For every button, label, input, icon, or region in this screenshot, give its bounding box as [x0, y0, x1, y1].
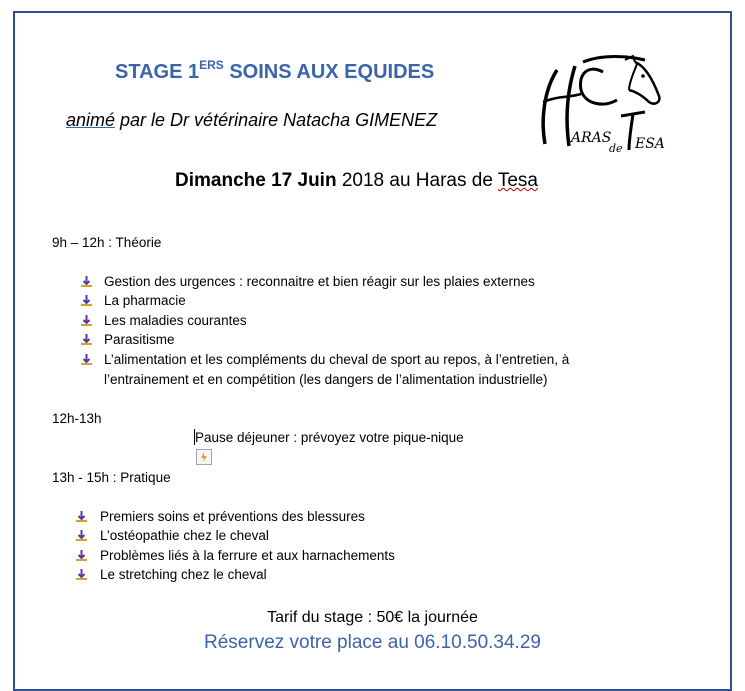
list-item: La pharmacie [104, 293, 186, 308]
list-item: L’ostéopathie chez le cheval [100, 528, 269, 543]
list-item: Problèmes liés à la ferrure et aux harnachements [100, 548, 395, 563]
logo-aras-text: ARAS [571, 130, 612, 146]
subtitle: animé par le Dr vétérinaire Natacha GIMENEZ [66, 110, 438, 130]
list-item: Premiers soins et préventions des blessures [100, 509, 365, 524]
list-item: Gestion des urgences : reconnaitre et bien réagir sur les plaies externes [104, 274, 535, 289]
subtitle-animated: animé [66, 110, 116, 130]
page-title: STAGE 1ERS SOINS AUX EQUIDES [115, 58, 435, 83]
list-item: L’alimentation et les compléments du cheval de sport au repos, à l’entretien, à [104, 352, 570, 367]
arrow-bullet-icon [81, 315, 92, 326]
arrow-bullet-icon [76, 530, 87, 541]
reservation-text: Réservez votre place au 06.10.50.34.29 [204, 632, 541, 653]
haras-de-tesa-logo [533, 52, 683, 156]
arrow-bullet-icon [81, 276, 92, 287]
arrow-bullet-icon [81, 295, 92, 306]
logo-esa-text: ESA [635, 136, 665, 152]
list-item: Le stretching chez le cheval [100, 567, 267, 582]
arrow-bullet-icon [81, 354, 92, 365]
lunch-time: 12h-13h [52, 411, 102, 426]
smart-tag-icon[interactable] [196, 449, 212, 465]
tarif-text: Tarif du stage : 50€ la journée [267, 609, 478, 626]
theory-time: 9h – 12h : Théorie [52, 235, 162, 250]
spellcheck-word: Tesa [497, 170, 538, 191]
arrow-bullet-icon [81, 334, 92, 345]
list-item: Parasitisme [104, 332, 175, 347]
logo-de-text: de [609, 142, 623, 155]
practice-time: 13h - 15h : Pratique [52, 470, 171, 485]
list-item: Les maladies courantes [104, 313, 247, 328]
lunch-text: Pause déjeuner : prévoyez votre pique-nique [195, 430, 464, 445]
arrow-bullet-icon [76, 550, 87, 561]
arrow-bullet-icon [76, 569, 87, 580]
list-item-continuation: l’entrainement et en compétition (les dangers de l’alimentation industrielle) [104, 372, 548, 387]
arrow-bullet-icon [76, 511, 87, 522]
event-date: Dimanche 17 Juin 2018 au Haras de Tesa [175, 170, 538, 191]
